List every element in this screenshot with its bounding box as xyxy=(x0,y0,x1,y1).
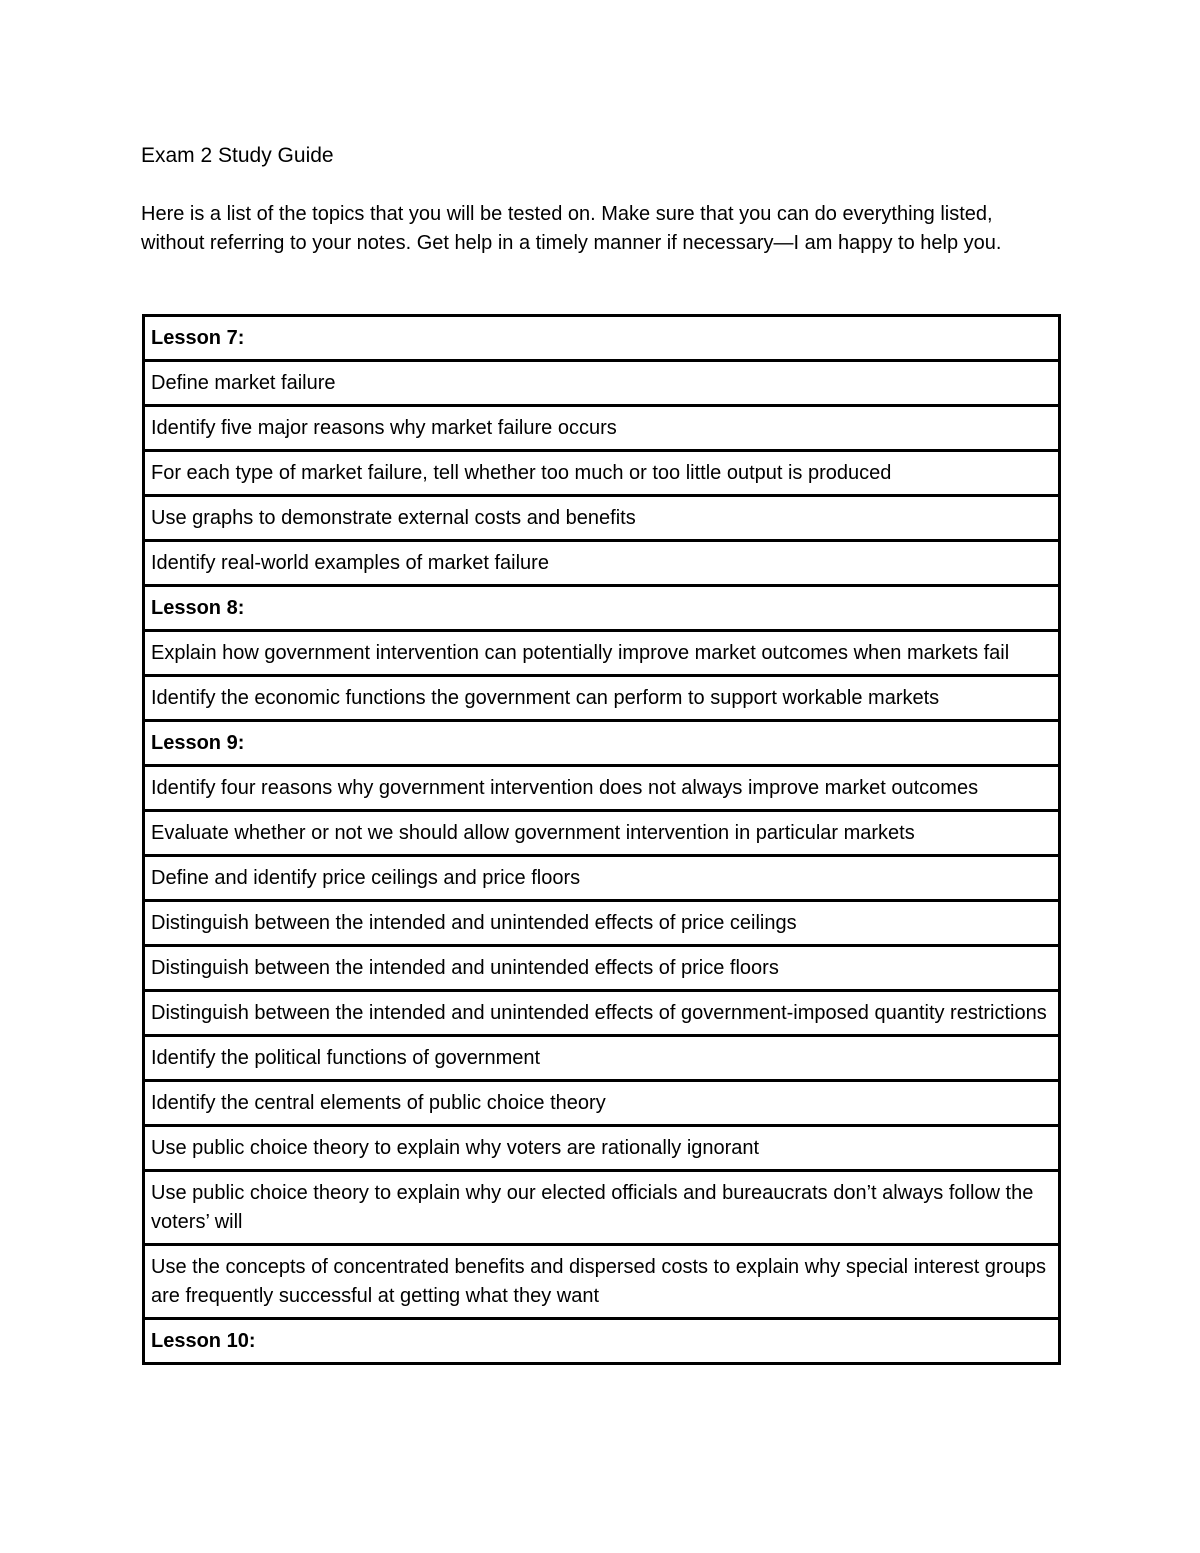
topic-cell: Explain how government intervention can potentially improve market outcomes when markets fail xyxy=(144,631,1060,676)
topic-row xyxy=(144,361,1060,406)
topic-cell: Identify four reasons why government intervention does not always improve market outcomes xyxy=(144,766,1060,811)
topic-row xyxy=(144,496,1060,541)
topic-row xyxy=(144,451,1060,496)
topic-cell: Define and identify price ceilings and price floors xyxy=(144,856,1060,901)
topic-row xyxy=(144,1081,1060,1126)
topic-cell: Evaluate whether or not we should allow government intervention in particular markets xyxy=(144,811,1060,856)
topic-row xyxy=(144,541,1060,586)
topic-row xyxy=(144,1245,1060,1319)
topics-table xyxy=(142,314,1061,1365)
intro-paragraph: Here is a list of the topics that you will be tested on. Make sure that you can do everything listed, without referring to your notes. Get help in a timely manner if necessary—I am happy to help you. xyxy=(141,203,1002,254)
topic-row xyxy=(144,811,1060,856)
lesson-header-cell: Lesson 10: xyxy=(144,1319,1060,1364)
topic-row xyxy=(144,766,1060,811)
topic-cell: Identify five major reasons why market failure occurs xyxy=(144,406,1060,451)
topic-row xyxy=(144,901,1060,946)
topic-row xyxy=(144,1036,1060,1081)
topic-row xyxy=(144,631,1060,676)
topic-cell: Identify the political functions of government xyxy=(144,1036,1060,1081)
topic-row xyxy=(144,406,1060,451)
topic-cell: Identify real-world examples of market failure xyxy=(144,541,1060,586)
lesson-header-row xyxy=(144,316,1060,361)
topic-row xyxy=(144,856,1060,901)
topic-row xyxy=(144,676,1060,721)
topic-row xyxy=(144,991,1060,1036)
lesson-header-row xyxy=(144,721,1060,766)
document-title: Exam 2 Study Guide xyxy=(141,144,334,167)
lesson-header-row xyxy=(144,586,1060,631)
topic-cell: Distinguish between the intended and unintended effects of price floors xyxy=(144,946,1060,991)
topic-cell: For each type of market failure, tell whether too much or too little output is produced xyxy=(144,451,1060,496)
topic-cell: Identify the economic functions the government can perform to support workable markets xyxy=(144,676,1060,721)
topics-table-body xyxy=(144,316,1060,1364)
topic-cell: Use public choice theory to explain why our elected officials and bureaucrats don’t always follow the voters’ will xyxy=(144,1171,1060,1245)
topic-cell: Use the concepts of concentrated benefits and dispersed costs to explain why special interest groups are frequently successful at getting what they want xyxy=(144,1245,1060,1319)
topic-cell: Identify the central elements of public choice theory xyxy=(144,1081,1060,1126)
lesson-header-row xyxy=(144,1319,1060,1364)
lesson-header-cell: Lesson 8: xyxy=(144,586,1060,631)
topic-row xyxy=(144,1171,1060,1245)
lesson-header-cell: Lesson 7: xyxy=(144,316,1060,361)
topic-cell: Use graphs to demonstrate external costs and benefits xyxy=(144,496,1060,541)
topic-row xyxy=(144,946,1060,991)
topic-cell: Use public choice theory to explain why voters are rationally ignorant xyxy=(144,1126,1060,1171)
topic-cell: Define market failure xyxy=(144,361,1060,406)
topic-cell: Distinguish between the intended and unintended effects of government-imposed quantity restrictions xyxy=(144,991,1060,1036)
lesson-header-cell: Lesson 9: xyxy=(144,721,1060,766)
topic-cell: Distinguish between the intended and unintended effects of price ceilings xyxy=(144,901,1060,946)
topic-row xyxy=(144,1126,1060,1171)
